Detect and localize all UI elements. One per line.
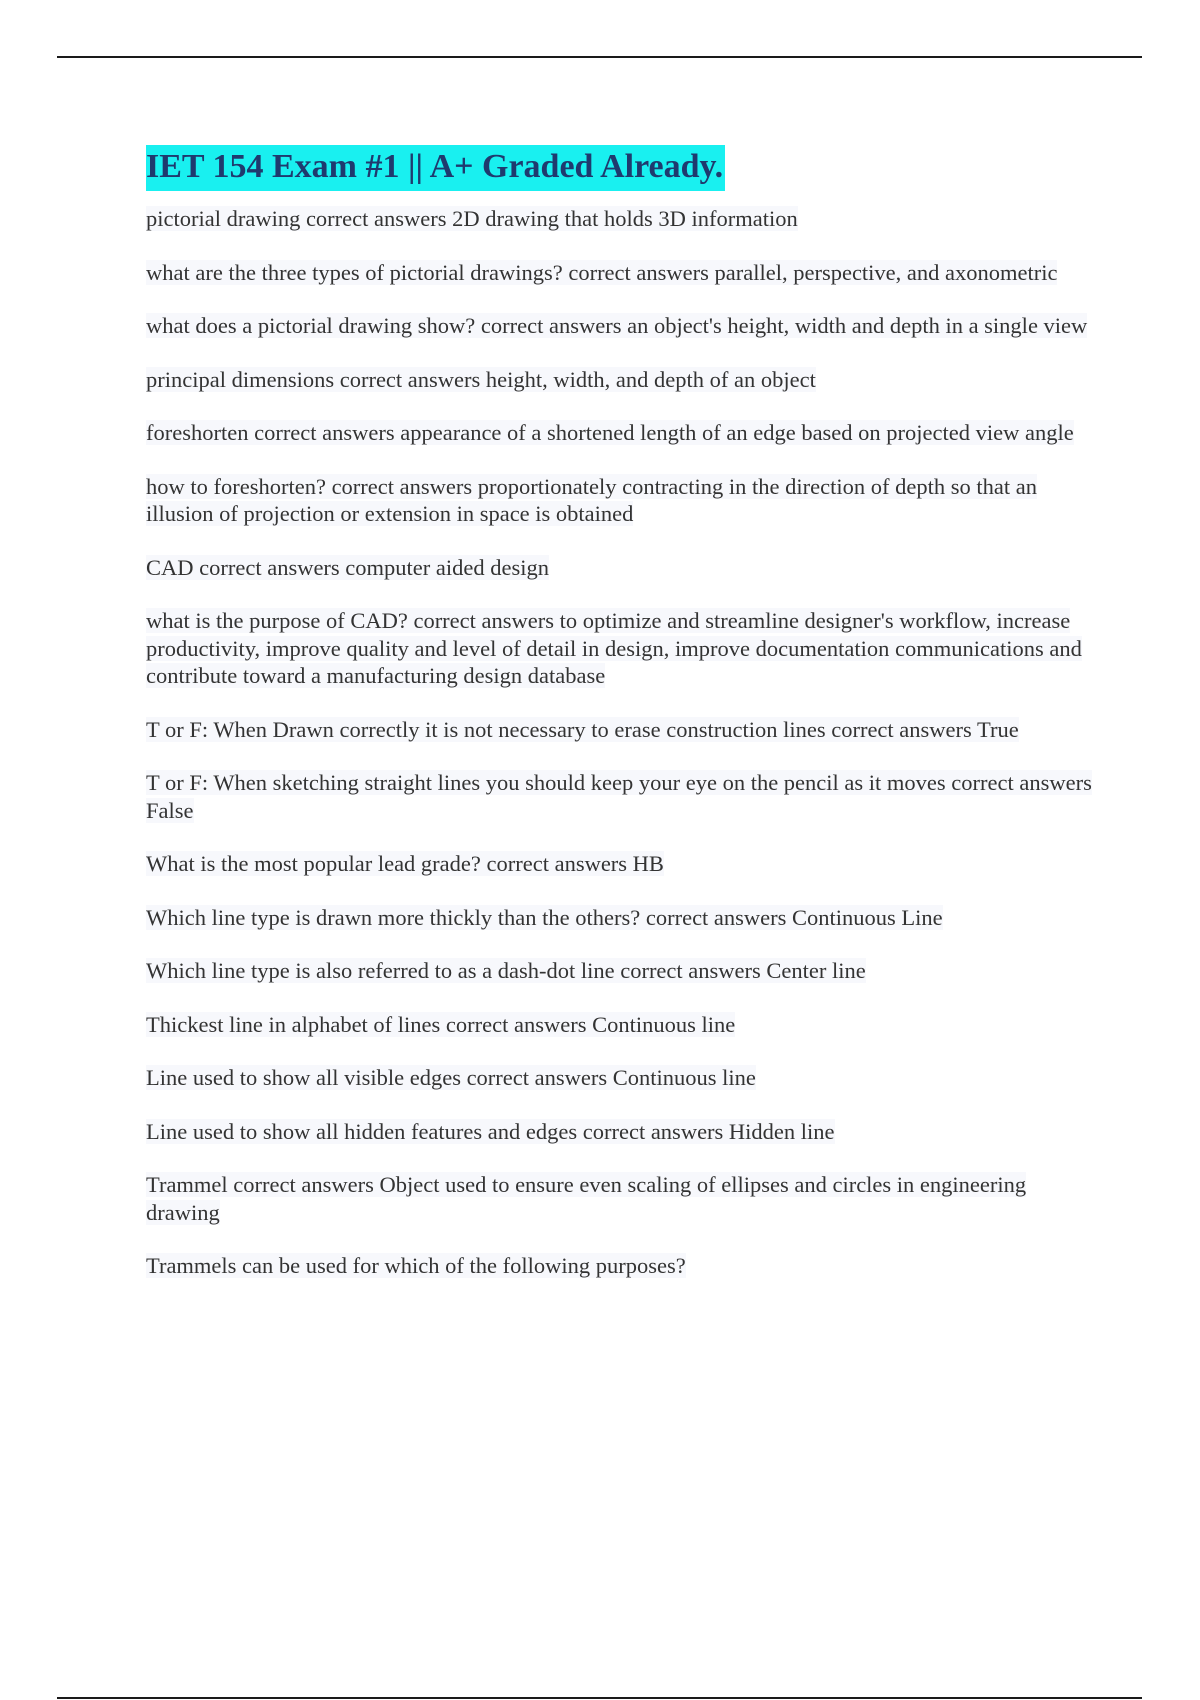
qa-item	[146, 312, 1096, 340]
qa-text: Which line type is also referred to as a dash-dot line correct answers Center line	[146, 958, 866, 983]
qa-text: what are the three types of pictorial drawings? correct answers parallel, perspective, and axonometric	[146, 259, 1058, 285]
qa-item	[146, 1011, 1096, 1039]
qa-text: CAD correct answers computer aided design	[146, 554, 549, 580]
qa-item	[146, 607, 1096, 690]
qa-text: Trammel correct answers Object used to ensure even scaling of ellipses and circles in engineering drawing	[146, 1172, 1027, 1225]
qa-item	[146, 554, 1096, 582]
qa-item	[146, 716, 1096, 744]
qa-item	[146, 1118, 1096, 1146]
qa-text: Trammels can be used for which of the following purposes?	[146, 1253, 686, 1278]
qa-item	[146, 205, 1096, 233]
qa-text: Thickest line in alphabet of lines correct answers Continuous line	[146, 1011, 736, 1037]
qa-item	[146, 1252, 1096, 1280]
document-body	[146, 145, 1096, 1306]
qa-text: Which line type is drawn more thickly than the others? correct answers Continuous Line	[146, 904, 943, 930]
qa-item	[146, 769, 1096, 824]
qa-text: foreshorten correct answers appearance of a shortened length of an edge based on projected view angle	[146, 420, 1074, 445]
qa-item	[146, 473, 1096, 528]
qa-item	[146, 1171, 1096, 1226]
qa-text: how to foreshorten? correct answers proportionately contracting in the direction of depth so that an illusion of projection or extension in space is obtained	[146, 473, 1037, 526]
qa-item	[146, 259, 1096, 287]
qa-item	[146, 850, 1096, 878]
qa-item	[146, 419, 1096, 447]
qa-item	[146, 1064, 1096, 1092]
qa-text: Line used to show all visible edges correct answers Continuous line	[146, 1065, 756, 1090]
qa-text: principal dimensions correct answers height, width, and depth of an object	[146, 366, 816, 392]
qa-text: what does a pictorial drawing show? correct answers an object's height, width and depth in a single view	[146, 313, 1088, 338]
qa-item	[146, 366, 1096, 394]
qa-text: Line used to show all hidden features and edges correct answers Hidden line	[146, 1118, 835, 1144]
qa-text: What is the most popular lead grade? correct answers HB	[146, 851, 664, 876]
qa-text: what is the purpose of CAD? correct answers to optimize and streamline designer's workflow, increase productivity, improve quality and level of detail in design, improve documentation communications and contribute toward a manufacturing design database	[146, 608, 1082, 688]
document-title: IET 154 Exam #1 || A+ Graded Already.	[146, 145, 725, 191]
qa-text: T or F: When sketching straight lines you should keep your eye on the pencil as it moves correct answers False	[146, 770, 1092, 823]
qa-item	[146, 904, 1096, 932]
top-rule	[57, 56, 1142, 58]
qa-text: T or F: When Drawn correctly it is not necessary to erase construction lines correct answers True	[146, 716, 1019, 742]
qa-text: pictorial drawing correct answers 2D drawing that holds 3D information	[146, 206, 798, 231]
qa-item	[146, 957, 1096, 985]
qa-list	[146, 205, 1096, 1280]
bottom-rule	[57, 1697, 1142, 1699]
